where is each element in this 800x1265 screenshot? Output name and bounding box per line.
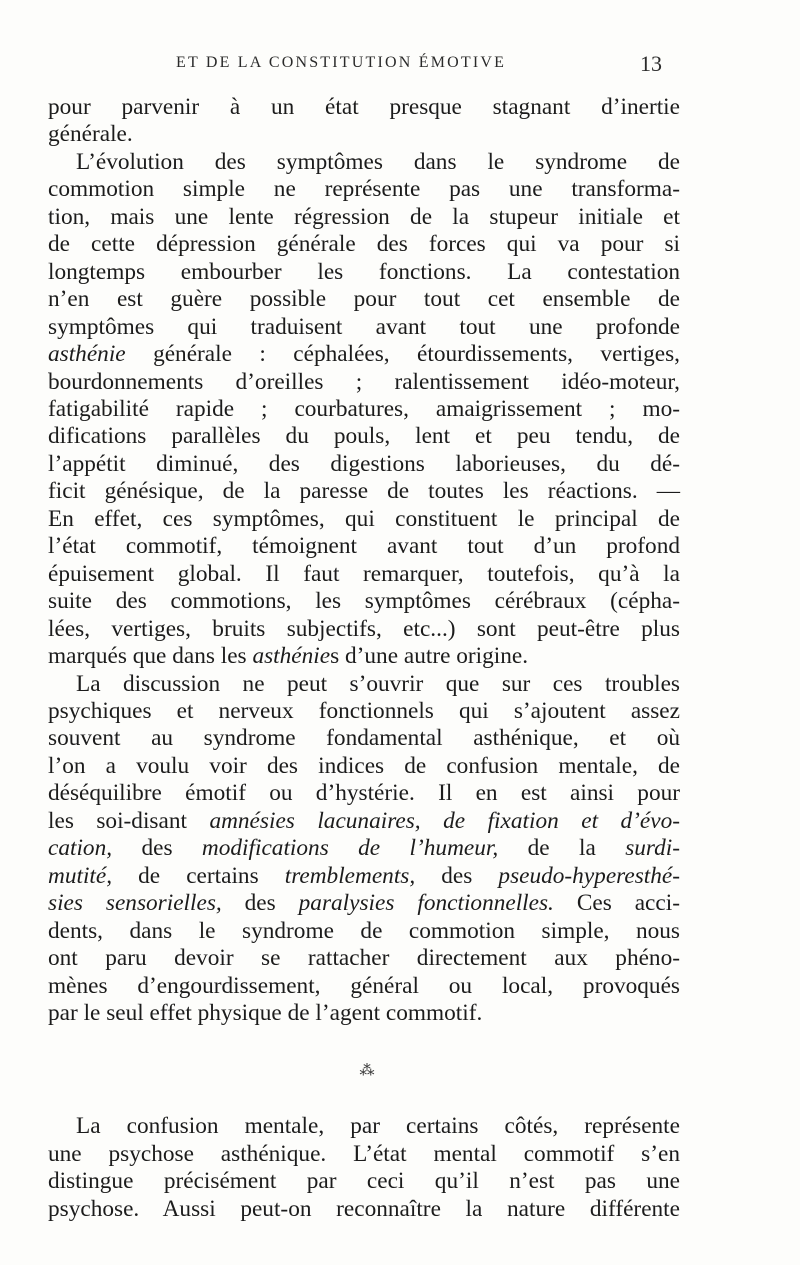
text-line: l’appétit diminué, des digestions laborieuses, du dé- (48, 450, 680, 477)
text-line: bourdonnements d’oreilles ; ralentissement idéo-moteur, (48, 368, 680, 395)
text-line: souvent au syndrome fondamental asthénique, et où (48, 725, 680, 752)
paragraph-4 (48, 1113, 680, 1223)
text-line: ficit génésique, de la paresse de toutes les réactions. — (48, 478, 680, 505)
text-line: pour parvenir à un état presque stagnant d’inertie (48, 94, 680, 120)
text-line: commotion simple ne représente pas une transforma- (48, 176, 680, 203)
text-line: suite des commotions, les symptômes cérébraux (cépha- (48, 588, 680, 615)
text-line-italic-start: asthénie générale : céphalées, étourdissements, vertiges, (48, 341, 680, 368)
text-line: tion, mais une lente régression de la stupeur initiale et (48, 203, 680, 230)
paragraph-3 (48, 671, 680, 1028)
text-line: n’en est guère possible pour tout cet ensemble de (48, 286, 680, 313)
running-head (0, 51, 800, 84)
text-line: ont paru devoir se rattacher directement aux phéno- (48, 945, 680, 972)
text-line: l’état commotif, témoignent avant tout d’un profond (48, 533, 680, 560)
running-head-title: ET DE LA CONSTITUTION ÉMOTIVE (176, 54, 507, 71)
text-line: lées, vertiges, bruits subjectifs, etc...) sont peut-être plus (48, 615, 680, 642)
text-line: sies sensorielles, des paralysies fonctionnelles. Ces acci- (48, 890, 680, 917)
text-line: les soi-disant amnésies lacunaires, de fixation et d’évo- (48, 807, 681, 834)
text-line: générale. (48, 121, 133, 148)
text-line: longtemps embourber les fonctions. La contestation (48, 258, 680, 285)
text-line: En effet, ces symptômes, qui constituent le principal de (48, 505, 680, 532)
text-line: cation, des modifications de l’humeur, de la surdi- (48, 835, 680, 862)
text-line: marqués que dans les asthénies d’une autre origine. (48, 643, 529, 670)
paragraph-2 (48, 149, 680, 671)
text-line: difications parallèles du pouls, lent et peu tendu, de (48, 423, 680, 450)
text-line: La discussion ne peut s’ouvrir que sur ces troubles (76, 670, 680, 697)
text-line: de cette dépression générale des forces qui va pour si (48, 231, 680, 258)
text-line: par le seul effet physique de l’agent commotif. (48, 999, 483, 1026)
text-line: dents, dans le syndrome de commotion simple, nous (48, 917, 680, 944)
text-line: déséquilibre émotif ou d’hystérie. Il en est ainsi pour (48, 780, 680, 807)
text-line: l’on a voulu voir des indices de confusion mentale, de (48, 752, 680, 779)
text-line: La confusion mentale, par certains côtés, représente (76, 1113, 680, 1139)
text-line: distingue précisément par ceci qu’il n’est pas une (48, 1168, 680, 1194)
text-line: mutité, de certains tremblements, des pseudo-hyperesthé- (48, 862, 680, 889)
text-line: symptômes qui traduisent avant tout une profonde (48, 313, 680, 340)
page-number: 13 (640, 51, 662, 76)
text-line: fatigabilité rapide ; courbatures, amaigrissement ; mo- (48, 395, 680, 422)
body-text (48, 94, 680, 1027)
text-line: L’évolution des symptômes dans le syndrome de (76, 148, 680, 175)
text-line: psychiques et nerveux fonctionnels qui s’ajoutent assez (48, 697, 680, 724)
text-line: une psychose asthénique. L’état mental commotif s’en (48, 1140, 680, 1167)
text-line: mènes d’engourdissement, général ou local, provoqués (48, 972, 680, 999)
text-line: psychose. Aussi peut-on reconnaître la nature différente (48, 1195, 680, 1222)
section-separator: ⁂ (359, 1061, 375, 1079)
paragraph-1 (48, 94, 680, 149)
text-line: épuisement global. Il faut remarquer, toutefois, qu’à la (48, 560, 680, 587)
